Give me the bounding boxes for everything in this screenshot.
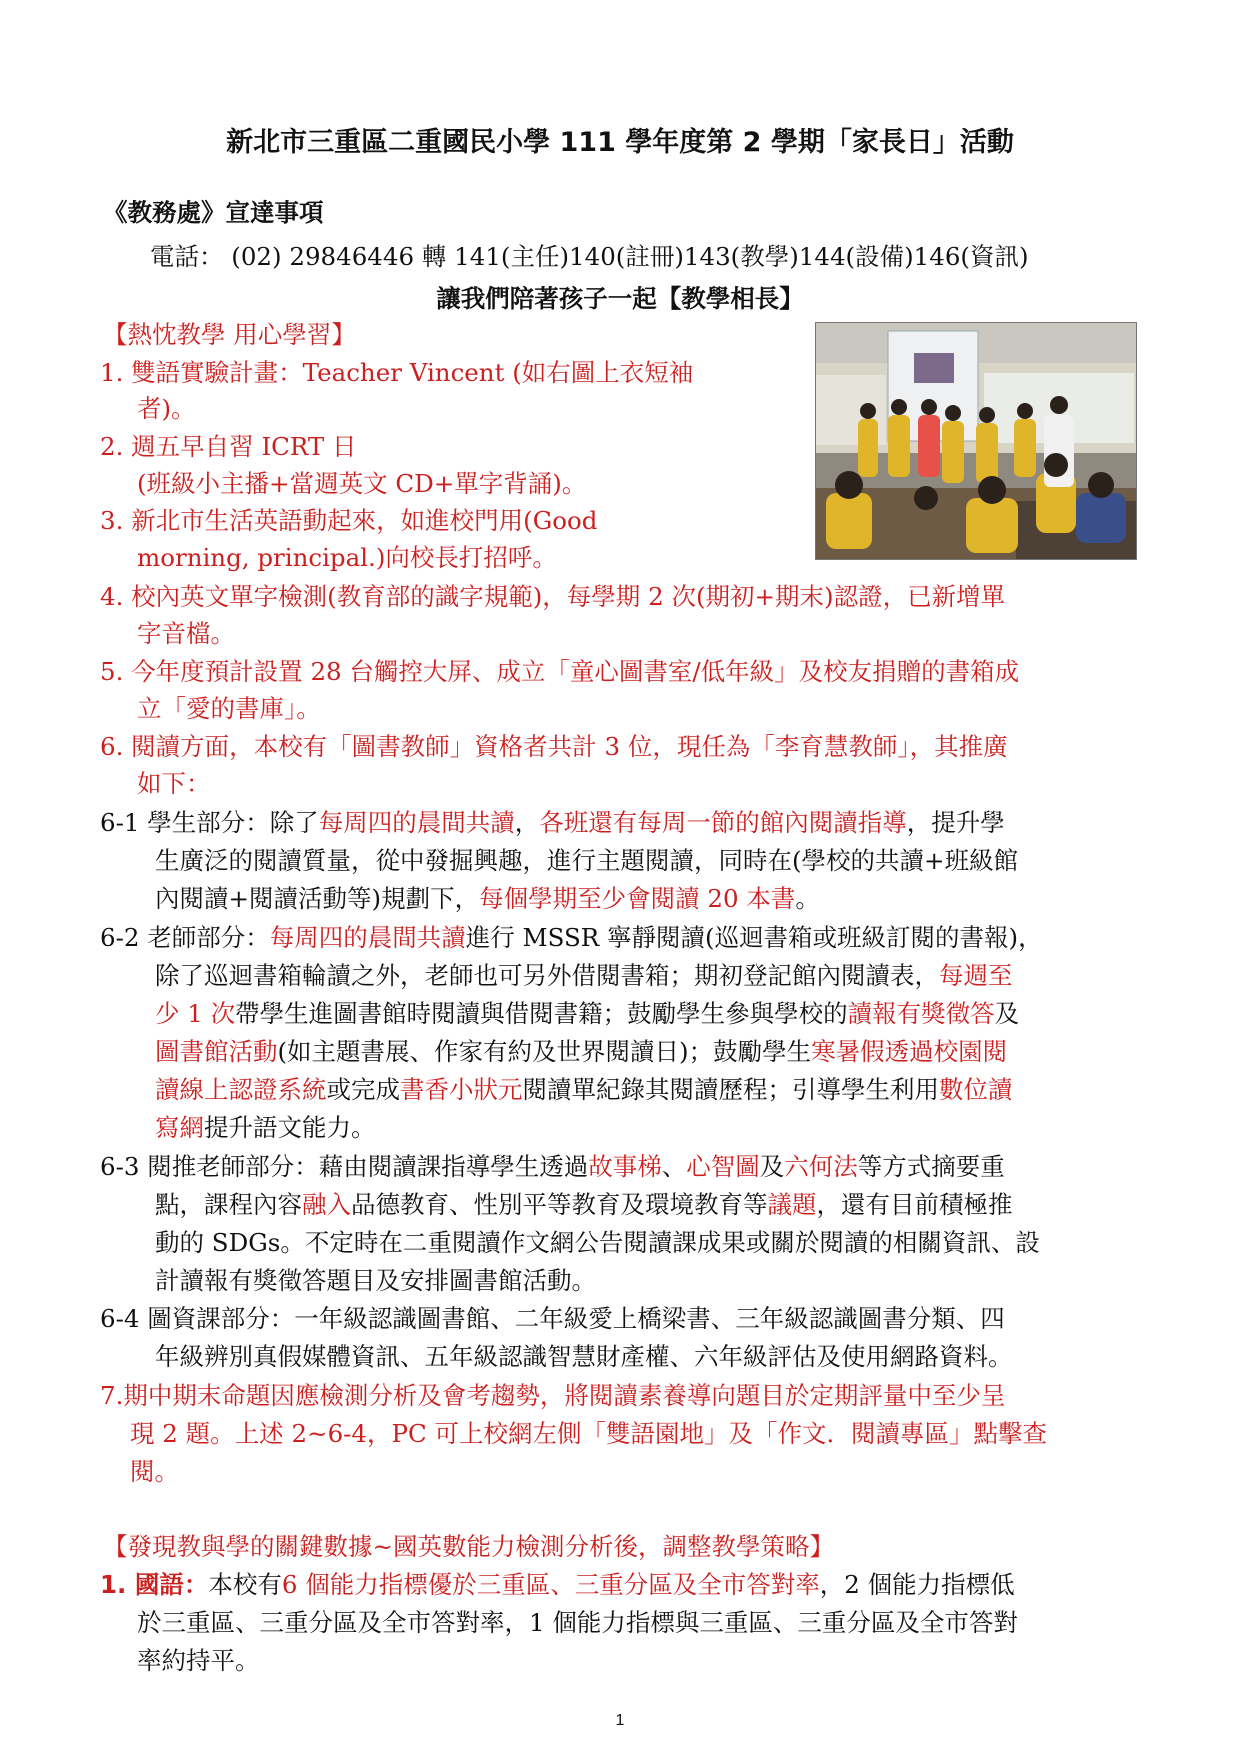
- item-5-line-1: 5. 今年度預計設置 28 台觸控大屏、成立「童心圖書室/低年級」及校友捐贈的書箱成: [100, 657, 1020, 686]
- item-6-2-line-4: 圖書館活動(如主題書展、作家有約及世界閱讀日)；鼓勵學生寒暑假透過校園閱: [155, 1037, 1008, 1066]
- item-6-2-line-1: 6-2 老師部分：每周四的晨間共讀進行 MSSR 寧靜閱讀(巡迴書箱或班級訂閱的書報)，: [100, 923, 1043, 952]
- item-6-4-line-1: 6-4 圖資課部分：一年級認識圖書館、二年級愛上橋梁書、三年級認識圖書分類、四: [100, 1304, 1005, 1333]
- item-6-3-line-2: 點，課程內容融入品德教育、性別平等教育及環境教育等議題，還有目前積極推: [155, 1190, 1013, 1219]
- classroom-photo: [815, 322, 1137, 560]
- item-6-2-line-6: 寫網提升語文能力。: [155, 1113, 376, 1142]
- item-6-2-line-2: 除了巡迴書箱輪讀之外，老師也可另外借閱書箱；期初登記館內閱讀表，每週至: [155, 961, 1013, 990]
- item-7-line-1: 7.期中期末命題因應檢測分析及會考趨勢，將閱讀素養導向題目於定期評量中至少呈: [100, 1381, 1006, 1410]
- item-6-3-line-3: 動的 SDGs。不定時在二重閱讀作文網公告閱讀課成果或關於閱讀的相關資訊、設: [155, 1228, 1040, 1257]
- page-number: 1: [615, 1712, 625, 1729]
- item-6-3-line-4: 計讀報有獎徵答題目及安排圖書館活動。: [155, 1266, 596, 1295]
- phone-line: 電話： (02) 29846446 轉 141(主任)140(註冊)143(教學)144(設備)146(資訊): [150, 242, 1029, 271]
- item-6-1-line-3: 內閱讀+閱讀活動等)規劃下，每個學期至少會閱讀 20 本書。: [155, 884, 820, 913]
- item-3-line-2: morning, principal.)向校長打招呼。: [137, 543, 557, 572]
- item-4-line-1: 4. 校內英文單字檢測(教育部的識字規範)，每學期 2 次(期初+期末)認證，已新增單: [100, 582, 1006, 611]
- item-2-line-1: 2. 週五早自習 ICRT 日: [100, 432, 357, 461]
- item-6-1-line-2: 生廣泛的閱讀質量，從中發掘興趣，進行主題閱讀，同時在(學校的共讀+班級館: [155, 846, 1019, 875]
- item-6-3-line-1: 6-3 閱推老師部分：藉由閱讀課指導學生透過故事梯、心智圖及六何法等方式摘要重: [100, 1152, 1005, 1181]
- item-6-2-line-3: 少 1 次帶學生進圖書館時閱讀與借閱書籍；鼓勵學生參與學校的讀報有獎徵答及: [155, 999, 1020, 1028]
- part2-header: 【發現教與學的關鍵數據~國英數能力檢測分析後，調整教學策略】: [103, 1532, 835, 1561]
- document-title: 新北市三重區二重國民小學 111 學年度第 2 學期「家長日」活動: [226, 127, 1014, 158]
- item-1-line-2: 者)。: [137, 394, 196, 423]
- item-2-line-2: (班級小主播+當週英文 CD+單字背誦)。: [137, 469, 587, 498]
- item-6-4-line-2: 年級辨別真假媒體資訊、五年級認識智慧財產權、六年級評估及使用網路資料。: [155, 1342, 1013, 1371]
- item-7-line-2: 現 2 題。上述 2~6-4，PC 可上校網左側「雙語園地」及「作文．閱讀專區」點擊查: [130, 1419, 1048, 1448]
- item-4-line-2: 字音檔。: [137, 619, 235, 648]
- slogan: 讓我們陪著孩子一起【教學相長】: [436, 284, 804, 313]
- section-heading: 《教務處》宣達事項: [103, 198, 324, 227]
- part2-item-1-line-2: 於三重區、三重分區及全市答對率，1 個能力指標與三重區、三重分區及全市答對: [137, 1608, 1018, 1637]
- item-1-line-1: 1. 雙語實驗計畫：Teacher Vincent (如右圖上衣短袖: [100, 358, 694, 387]
- item-7-line-3: 閱。: [130, 1457, 179, 1486]
- item-6-line-1: 6. 閱讀方面，本校有「圖書教師」資格者共計 3 位，現任為「李育慧教師」，其推廣: [100, 732, 1008, 761]
- item-6-line-2: 如下：: [137, 769, 211, 798]
- part1-header: 【熱忱教學 用心學習】: [103, 320, 356, 349]
- item-6-2-line-5: 讀線上認證系統或完成書香小狀元閱讀單紀錄其閱讀歷程；引導學生利用數位讀: [155, 1075, 1013, 1104]
- item-6-1-line-1: 6-1 學生部分：除了每周四的晨間共讀，各班還有每周一節的館內閱讀指導，提升學: [100, 808, 1005, 837]
- item-5-line-2: 立「愛的書庫」。: [137, 694, 321, 723]
- part2-item-1-line-1: 1. 國語：本校有6 個能力指標優於三重區、三重分區及全市答對率，2 個能力指標低: [100, 1570, 1015, 1599]
- part2-item-1-line-3: 率約持平。: [137, 1646, 260, 1675]
- item-3-line-1: 3. 新北市生活英語動起來，如進校門用(Good: [100, 506, 598, 535]
